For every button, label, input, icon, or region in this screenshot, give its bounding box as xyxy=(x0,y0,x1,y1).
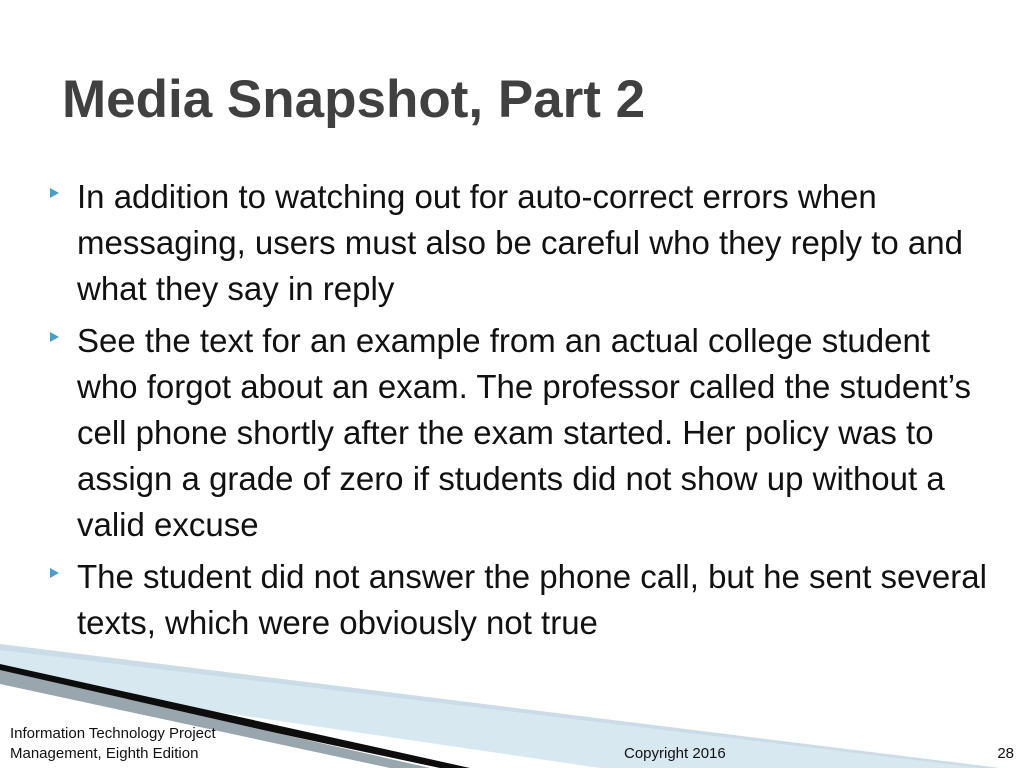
bullet-list xyxy=(48,174,988,652)
bullet-item xyxy=(48,554,988,646)
bullet-item xyxy=(48,318,988,548)
footer-book-line2: Management, Eighth Edition xyxy=(10,745,199,762)
slide-page-number: 28 xyxy=(997,745,1014,762)
triangle-bullet-icon xyxy=(50,568,59,578)
slide-title: Media Snapshot, Part 2 xyxy=(62,70,646,129)
footer-copyright: Copyright 2016 xyxy=(624,745,726,762)
bullet-text: In addition to watching out for auto-correct errors when messaging, users must also be careful who they reply to and what they say in reply xyxy=(77,178,963,307)
triangle-bullet-icon xyxy=(50,332,59,342)
bullet-text: See the text for an example from an actual college student who forgot about an exam. The professor called the student’s cell phone shortly after the exam started. Her policy was to assign a grade of zero if students did not show up without a valid excuse xyxy=(77,322,971,543)
bullet-item xyxy=(48,174,988,312)
footer-book-line1: Information Technology Project xyxy=(10,725,216,742)
footer-book-title xyxy=(10,724,270,764)
bullet-text: The student did not answer the phone call, but he sent several texts, which were obviously not true xyxy=(77,558,987,641)
triangle-bullet-icon xyxy=(50,188,59,198)
